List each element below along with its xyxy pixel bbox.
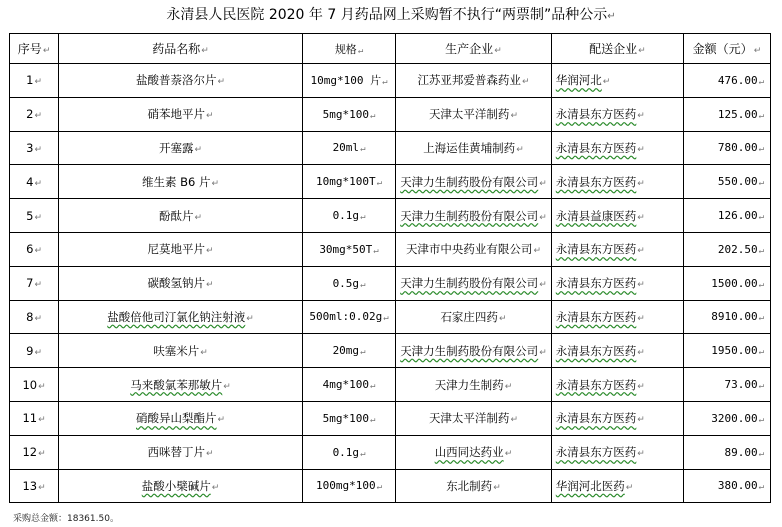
cell-mark-icon: ↵ xyxy=(360,144,366,155)
cell-distributor: 永清县东方医药↵ xyxy=(551,300,683,334)
cell-spec: 0.1g↵ xyxy=(302,199,395,233)
cell-mark-icon: ↵ xyxy=(38,415,46,426)
cell-amount: 126.00↵ xyxy=(683,199,770,233)
cell-mark-icon: ↵ xyxy=(637,246,645,257)
cell-manufacturer: 东北制药↵ xyxy=(396,469,552,503)
cell-manufacturer: 天津太平洋制药↵ xyxy=(396,97,552,131)
cell-manufacturer: 天津力生制药股份有限公司↵ xyxy=(396,266,552,300)
cell-mark-icon: ↵ xyxy=(369,110,376,121)
cell-distributor: 永清县东方医药↵ xyxy=(551,266,683,300)
cell-spec: 30mg*50T↵ xyxy=(302,232,395,266)
table-row xyxy=(10,131,771,165)
cell-index: 2↵ xyxy=(10,97,59,131)
cell-mark-icon: ↵ xyxy=(758,245,764,256)
cell-distributor: 永清县东方医药↵ xyxy=(551,401,683,435)
cell-spec: 20ml↵ xyxy=(302,131,395,165)
cell-manufacturer: 天津力生制药↵ xyxy=(396,368,552,402)
cell-index: 7↵ xyxy=(10,266,59,300)
table-row xyxy=(10,266,771,300)
cell-mark-icon: ↵ xyxy=(758,381,764,392)
cell-spec: 0.1g↵ xyxy=(302,435,395,469)
total-amount: 采购总金额：18361.50。 xyxy=(13,514,119,524)
cell-index: 1↵ xyxy=(10,64,59,98)
cell-mark-icon: ↵ xyxy=(637,313,645,324)
cell-name: 西咪替丁片↵ xyxy=(59,435,303,469)
cell-mark-icon: ↵ xyxy=(211,178,220,189)
cell-mark-icon: ↵ xyxy=(360,347,366,358)
cell-mark-icon: ↵ xyxy=(217,415,226,426)
cell-mark-icon: ↵ xyxy=(373,245,379,256)
cell-mark-icon: ↵ xyxy=(383,313,389,324)
cell-index: 11↵ xyxy=(10,401,59,435)
cell-mark-icon: ↵ xyxy=(758,448,764,459)
cell-mark-icon: ↵ xyxy=(376,482,383,493)
cell-spec: 5mg*100↵ xyxy=(302,401,395,435)
cell-index: 13↵ xyxy=(10,469,59,503)
cell-mark-icon: ↵ xyxy=(637,347,645,358)
cell-mark-icon: ↵ xyxy=(223,381,231,392)
cell-distributor: 永清县东方医药↵ xyxy=(551,165,683,199)
cell-mark-icon: ↵ xyxy=(637,144,645,155)
cell-spec: 100mg*100↵ xyxy=(302,469,395,503)
cell-distributor: 永清县东方医药↵ xyxy=(551,368,683,402)
cell-mark-icon: ↵ xyxy=(357,45,364,56)
cell-manufacturer: 天津力生制药股份有限公司↵ xyxy=(396,334,552,368)
table-row xyxy=(10,435,771,469)
cell-amount: 3200.00↵ xyxy=(683,401,770,435)
cell-mark-icon: ↵ xyxy=(510,415,518,426)
table-row xyxy=(10,199,771,233)
cell-mark-icon: ↵ xyxy=(493,482,501,493)
cell-mark-icon: ↵ xyxy=(194,144,203,155)
cell-mark-icon: ↵ xyxy=(758,482,764,493)
cell-spec: 4mg*100↵ xyxy=(302,368,395,402)
cell-mark-icon: ↵ xyxy=(206,246,214,257)
cell-mark-icon: ↵ xyxy=(533,246,541,257)
cell-spec: 5mg*100↵ xyxy=(302,97,395,131)
cell-mark-icon: ↵ xyxy=(494,46,502,56)
cell-mark-icon: ↵ xyxy=(246,313,254,324)
cell-mark-icon: ↵ xyxy=(206,280,214,291)
cell-mark-icon: ↵ xyxy=(602,77,611,88)
cell-manufacturer: 上海运佳黄埔制药↵ xyxy=(396,131,552,165)
cell-amount: 1950.00↵ xyxy=(683,334,770,368)
cell-mark-icon: ↵ xyxy=(539,178,547,189)
cell-mark-icon: ↵ xyxy=(369,414,376,425)
cell-amount: 550.00↵ xyxy=(683,165,770,199)
cell-manufacturer: 天津力生制药股份有限公司↵ xyxy=(396,199,552,233)
page-title: 永清县人民医院 2020 年 7 月药品网上采购暂不执行“两票制”品种公示↵ xyxy=(166,7,616,23)
cell-mark-icon: ↵ xyxy=(38,449,46,460)
cell-distributor: 永清县东方医药↵ xyxy=(551,232,683,266)
cell-mark-icon: ↵ xyxy=(206,449,214,460)
paragraph-mark-icon: ↵ xyxy=(607,11,616,22)
cell-mark-icon: ↵ xyxy=(38,482,46,493)
table-row xyxy=(10,401,771,435)
cell-amount: 380.00↵ xyxy=(683,469,770,503)
header-spec: 规格↵ xyxy=(302,34,395,64)
cell-mark-icon: ↵ xyxy=(200,347,208,358)
header-index: 序号↵ xyxy=(10,34,59,64)
header-amount: 金额（元）↵ xyxy=(683,34,770,64)
cell-manufacturer: 天津市中央药业有限公司↵ xyxy=(396,232,552,266)
cell-distributor: 永清县东方医药↵ xyxy=(551,435,683,469)
cell-manufacturer: 山西同达药业↵ xyxy=(396,435,552,469)
table-header-row xyxy=(10,34,771,64)
cell-mark-icon: ↵ xyxy=(382,77,388,88)
cell-distributor: 永清县东方医药↵ xyxy=(551,334,683,368)
cell-name: 酚酞片↵ xyxy=(59,199,303,233)
cell-mark-icon: ↵ xyxy=(34,246,43,257)
table-row xyxy=(10,368,771,402)
cell-index: 4↵ xyxy=(10,165,59,199)
cell-name: 尼莫地平片↵ xyxy=(59,232,303,266)
cell-amount: 780.00↵ xyxy=(683,131,770,165)
cell-index: 9↵ xyxy=(10,334,59,368)
cell-name: 碳酸氢钠片↵ xyxy=(59,266,303,300)
cell-amount: 202.50↵ xyxy=(683,232,770,266)
cell-mark-icon: ↵ xyxy=(758,414,764,425)
cell-distributor: 永清县东方医药↵ xyxy=(551,131,683,165)
cell-index: 5↵ xyxy=(10,199,59,233)
cell-index: 3↵ xyxy=(10,131,59,165)
cell-mark-icon: ↵ xyxy=(758,144,764,155)
cell-mark-icon: ↵ xyxy=(369,381,376,392)
cell-mark-icon: ↵ xyxy=(360,212,366,223)
cell-mark-icon: ↵ xyxy=(360,448,366,459)
cell-name: 硝苯地平片↵ xyxy=(59,97,303,131)
cell-mark-icon: ↵ xyxy=(498,313,507,324)
cell-mark-icon: ↵ xyxy=(625,482,634,493)
cell-mark-icon: ↵ xyxy=(539,347,547,358)
cell-name: 盐酸小檗碱片↵ xyxy=(59,469,303,503)
cell-mark-icon: ↵ xyxy=(34,144,43,155)
cell-manufacturer: 江苏亚邦爱普森药业↵ xyxy=(396,64,552,98)
cell-mark-icon: ↵ xyxy=(539,212,547,223)
table-row xyxy=(10,97,771,131)
cell-distributor: 华润河北医药↵ xyxy=(551,469,683,503)
cell-name: 开塞露↵ xyxy=(59,131,303,165)
cell-mark-icon: ↵ xyxy=(34,77,43,88)
header-manufacturer: 生产企业↵ xyxy=(396,34,552,64)
cell-mark-icon: ↵ xyxy=(638,46,646,56)
cell-mark-icon: ↵ xyxy=(758,110,764,121)
cell-spec: 0.5g↵ xyxy=(302,266,395,300)
cell-index: 8↵ xyxy=(10,300,59,334)
cell-distributor: 永清县东方医药↵ xyxy=(551,97,683,131)
cell-amount: 476.00↵ xyxy=(683,64,770,98)
cell-spec: 500ml:0.02g↵ xyxy=(302,300,395,334)
cell-mark-icon: ↵ xyxy=(758,347,764,358)
cell-mark-icon: ↵ xyxy=(758,279,764,290)
cell-mark-icon: ↵ xyxy=(758,313,764,324)
table-row xyxy=(10,232,771,266)
cell-name: 马来酸氯苯那敏片↵ xyxy=(59,368,303,402)
cell-mark-icon: ↵ xyxy=(34,280,43,291)
table-row xyxy=(10,64,771,98)
header-distributor: 配送企业↵ xyxy=(551,34,683,64)
table-row xyxy=(10,300,771,334)
cell-mark-icon: ↵ xyxy=(758,178,764,189)
cell-mark-icon: ↵ xyxy=(521,77,530,88)
cell-mark-icon: ↵ xyxy=(34,347,43,358)
cell-mark-icon: ↵ xyxy=(360,279,366,290)
cell-mark-icon: ↵ xyxy=(637,449,645,460)
cell-mark-icon: ↵ xyxy=(637,212,645,223)
cell-mark-icon: ↵ xyxy=(217,77,226,88)
cell-amount: 73.00↵ xyxy=(683,368,770,402)
cell-name: 盐酸普萘洛尔片↵ xyxy=(59,64,303,98)
cell-mark-icon: ↵ xyxy=(34,313,43,324)
cell-mark-icon: ↵ xyxy=(38,381,46,392)
cell-mark-icon: ↵ xyxy=(510,111,518,122)
cell-spec: 10mg*100 片↵ xyxy=(302,64,395,98)
cell-mark-icon: ↵ xyxy=(637,111,645,122)
cell-mark-icon: ↵ xyxy=(539,280,547,291)
table-row xyxy=(10,469,771,503)
table-row xyxy=(10,334,771,368)
cell-mark-icon: ↵ xyxy=(376,178,383,189)
cell-mark-icon: ↵ xyxy=(34,111,43,122)
cell-mark-icon: ↵ xyxy=(637,381,645,392)
cell-mark-icon: ↵ xyxy=(504,449,513,460)
cell-mark-icon: ↵ xyxy=(758,212,764,223)
cell-name: 维生素 B6 片↵ xyxy=(59,165,303,199)
cell-mark-icon: ↵ xyxy=(637,415,645,426)
cell-mark-icon: ↵ xyxy=(201,46,209,56)
cell-index: 6↵ xyxy=(10,232,59,266)
cell-distributor: 华润河北↵ xyxy=(551,64,683,98)
table-row xyxy=(10,165,771,199)
cell-mark-icon: ↵ xyxy=(758,76,764,87)
cell-name: 呋塞米片↵ xyxy=(59,334,303,368)
cell-mark-icon: ↵ xyxy=(211,482,220,493)
cell-index: 10↵ xyxy=(10,368,59,402)
cell-mark-icon: ↵ xyxy=(206,111,214,122)
cell-spec: 20mg↵ xyxy=(302,334,395,368)
cell-mark-icon: ↵ xyxy=(34,178,43,189)
cell-spec: 10mg*100T↵ xyxy=(302,165,395,199)
cell-name: 硝酸异山梨酯片↵ xyxy=(59,401,303,435)
cell-manufacturer: 天津太平洋制药↵ xyxy=(396,401,552,435)
cell-amount: 125.00↵ xyxy=(683,97,770,131)
cell-mark-icon: ↵ xyxy=(194,212,203,223)
cell-manufacturer: 天津力生制药股份有限公司↵ xyxy=(396,165,552,199)
cell-mark-icon: ↵ xyxy=(516,144,524,155)
cell-mark-icon: ↵ xyxy=(42,46,51,56)
cell-amount: 89.00↵ xyxy=(683,435,770,469)
table-body xyxy=(10,64,771,503)
cell-index: 12↵ xyxy=(10,435,59,469)
cell-distributor: 永清县益康医药↵ xyxy=(551,199,683,233)
cell-mark-icon: ↵ xyxy=(753,46,762,56)
drug-table xyxy=(9,33,771,503)
header-name: 药品名称↵ xyxy=(59,34,303,64)
cell-mark-icon: ↵ xyxy=(637,178,645,189)
cell-name: 盐酸倍他司汀氯化钠注射液↵ xyxy=(59,300,303,334)
cell-mark-icon: ↵ xyxy=(637,280,645,291)
cell-manufacturer: 石家庄四药↵ xyxy=(396,300,552,334)
cell-mark-icon: ↵ xyxy=(504,381,513,392)
cell-mark-icon: ↵ xyxy=(34,212,43,223)
cell-amount: 8910.00↵ xyxy=(683,300,770,334)
cell-amount: 1500.00↵ xyxy=(683,266,770,300)
